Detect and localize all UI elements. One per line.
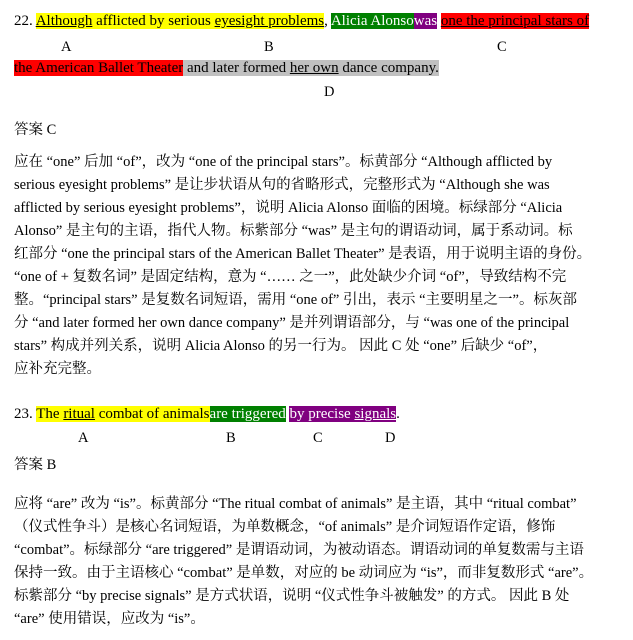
- q22-label-d: D: [324, 84, 335, 100]
- q22-sentence-line1: 22. Although afflicted by serious eyesight problems, Alicia Alonsowas one the principal stars of: [14, 13, 590, 29]
- q23-explanation-line: （仪式性争斗）是核心名词短语，为单数概念，“of animals” 是介词短语作定语，修饰: [14, 519, 556, 535]
- q22-answer: 答案 C: [14, 122, 57, 138]
- q23-segment-a: The ritual combat of animals: [36, 406, 210, 422]
- q23-sentence: 23. The ritual combat of animalsare triggered by precise signals.: [14, 406, 400, 422]
- q23-explanation: [14, 493, 622, 631]
- q22-explanation-line: afflicted by serious eyesight problems”，说明 Alicia Alonso 面临的困境。标绿部分 “Alicia: [14, 200, 563, 216]
- q23-segment-b: are triggered: [209, 406, 286, 422]
- q22-explanation-line: serious eyesight problems” 是让步状语从句的省略形式，完整形式为 “Although she was: [14, 177, 550, 193]
- q22-explanation-line: 红部分 “one the principal stars of the American Ballet Theater” 是表语，用于说明主语的身份。: [14, 246, 592, 262]
- q22-segment-b: Alicia Alonso: [330, 13, 414, 29]
- q23-explanation-line: “are” 使用错误，应改为 “is”。: [14, 611, 205, 627]
- q22-explanation-line: stars” 构成并列关系，说明 Alicia Alonso 的另一行为。 因此 C 处 “one” 后缺少 “of”，: [14, 338, 548, 354]
- q22-explanation-line: 应补充完整。: [14, 361, 101, 377]
- q22-segment-a: Although afflicted by serious eyesight problems: [35, 13, 325, 29]
- q23-label-b: B: [226, 430, 236, 446]
- q23-label-a: A: [78, 430, 89, 446]
- q22-segment-c-part1: one the principal stars of: [440, 13, 590, 29]
- q22-explanation-line: 应在 “one” 后加 “of”，改为 “one of the principal stars”。标黄部分 “Although afflicted by: [14, 154, 553, 170]
- q22-explanation: [14, 151, 622, 381]
- q22-explanation-line: “one of + 复数名词” 是固定结构，意为 “…… 之一”，此处缺少介词 “of”，导致结构不完: [14, 269, 567, 285]
- q22-label-b: B: [264, 39, 274, 55]
- q22-label-a: A: [61, 39, 72, 55]
- q22-sentence-line2: [14, 60, 439, 77]
- q22-label-c: C: [497, 39, 507, 55]
- q22-segment-c-part2: the American Ballet Theater: [14, 60, 184, 76]
- q22-number: 22.: [14, 13, 33, 29]
- q23-explanation-line: 保持一致。由于主语核心 “combat” 是单数，对应的 be 动词应为 “is”，而非复数形式 “are”。: [14, 565, 594, 581]
- q23-label-c: C: [313, 430, 323, 446]
- q23-explanation-line: “combat”。标绿部分 “are triggered” 是谓语动词，为被动语态。谓语动词的单复数需与主语: [14, 542, 584, 558]
- q23-answer: 答案 B: [14, 457, 57, 473]
- q22-segment-d: and later formed her own dance company.: [183, 60, 439, 76]
- q23-explanation-line: 应将 “are” 改为 “is”。标黄部分 “The ritual combat of animals” 是主语，其中 “ritual combat”: [14, 496, 577, 512]
- q23-label-d: D: [385, 430, 396, 446]
- q22-explanation-line: Alonso” 是主句的主语，指代人物。标紫部分 “was” 是主句的谓语动词，属于系动词。标: [14, 223, 573, 239]
- q22-explanation-line: 整。“principal stars” 是复数名词短语，需用 “one of” 引出，表示 “主要明星之一”。标灰部: [14, 292, 577, 308]
- q23-number: 23.: [14, 406, 33, 422]
- q22-explanation-line: 分 “and later formed her own dance company” 是并列谓语部分，与 “was one of the principal: [14, 315, 570, 331]
- q22-segment-was: was: [413, 13, 438, 29]
- q23-segment-c: by precise signals: [289, 406, 397, 422]
- q23-explanation-line: 标紫部分 “by precise signals” 是方式状语，说明 “仪式性争斗被触发” 的方式。 因此 B 处: [14, 588, 570, 604]
